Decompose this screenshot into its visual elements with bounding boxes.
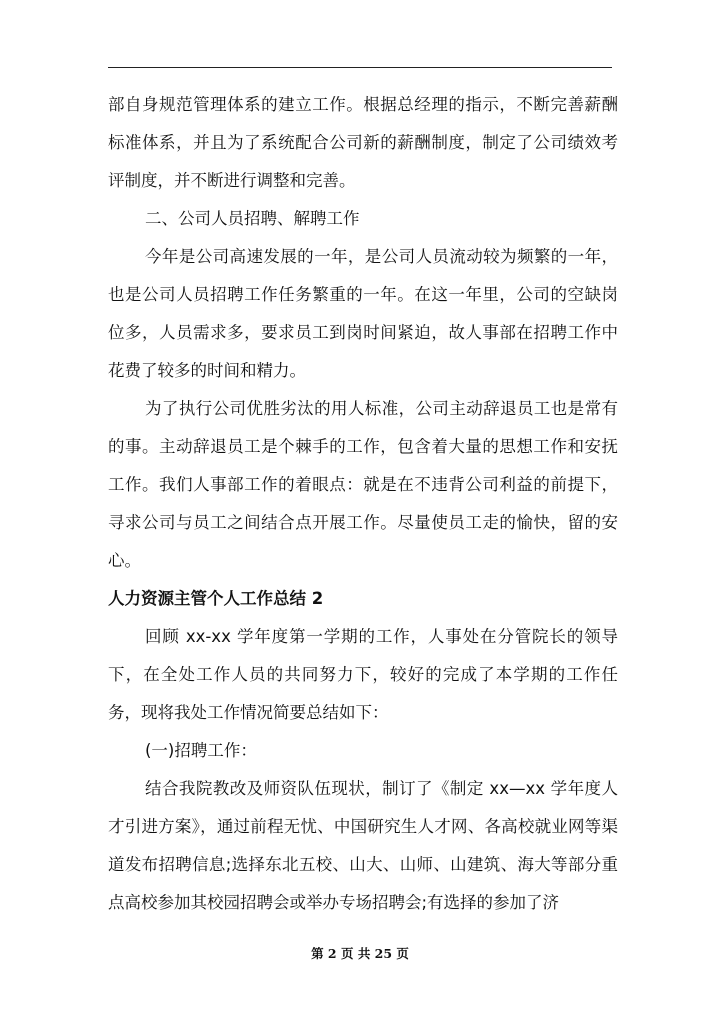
section-heading: 人力资源主管个人工作总结 2	[108, 589, 324, 608]
paragraph-5: 结合我院教改及师资队伍现状，制订了《制定 xx—xx 学年度人才引进方案》，通过前程无忧、中国研究生人才网、各高校就业网等渠道发布招聘信息;选择东北五校、山大、山师、山建筑、海大等部分重点高校参加其校园招聘会或举办专场招聘会;有选择的参加了济	[108, 779, 618, 912]
document-body	[108, 86, 618, 922]
header-rule	[108, 67, 612, 68]
subheading-recruitment: 二、公司人员招聘、解聘工作	[145, 209, 360, 228]
paragraph-3: 为了执行公司优胜劣汰的用人标准，公司主动辞退员工也是常有的事。主动辞退员工是个棘手的工作，包含着大量的思想工作和安抚工作。我们人事部工作的着眼点：就是在不违背公司利益的前提下，寻求公司与员工之间结合点开展工作。尽量使员工走的愉快，留的安心。	[108, 399, 618, 570]
subheading-hiring: (一)招聘工作：	[145, 741, 257, 760]
paragraph-1: 部自身规范管理体系的建立工作。根据总经理的指示，不断完善薪酬标准体系，并且为了系统配合公司新的薪酬制度，制定了公司绩效考评制度，并不断进行调整和完善。	[108, 95, 618, 190]
page-number: 第 2 页 共 25 页	[311, 946, 409, 961]
paragraph-4: 回顾 xx-xx 学年度第一学期的工作，人事处在分管院长的领导下，在全处工作人员的共同努力下，较好的完成了本学期的工作任务，现将我处工作情况简要总结如下：	[108, 627, 618, 722]
paragraph-2: 今年是公司高速发展的一年，是公司人员流动较为频繁的一年，也是公司人员招聘工作任务繁重的一年。在这一年里，公司的空缺岗位多，人员需求多，要求员工到岗时间紧迫，故人事部在招聘工作中花费了较多的时间和精力。	[108, 247, 618, 380]
